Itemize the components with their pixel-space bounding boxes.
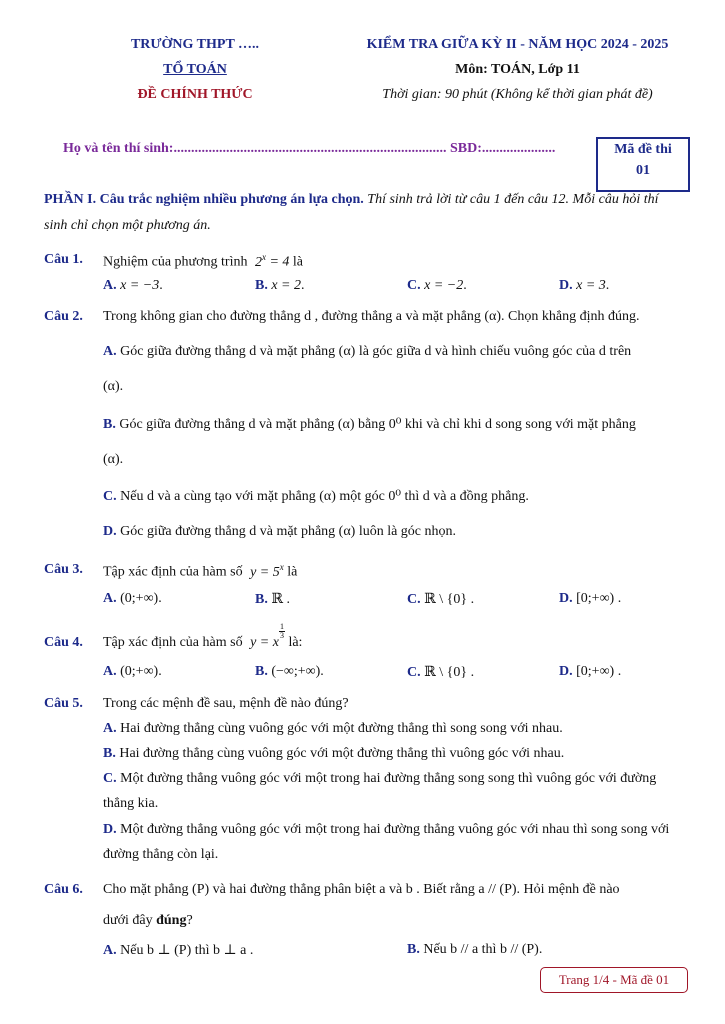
part1-instruction: Thí sinh trả lời từ câu 1 đến câu 12. Mỗi câu hỏi thí (367, 192, 659, 207)
question-5-text: Trong các mệnh đề sau, mệnh đề nào đúng? (103, 696, 349, 711)
option-c-cont: thẳng kia. (103, 796, 159, 811)
exam-subject: Môn: TOÁN, Lớp 11 (455, 62, 580, 77)
exam-code-label: Mã đề thi (614, 142, 672, 157)
option-b[interactable]: B. ℝ . (255, 592, 290, 607)
option-d[interactable]: D. Góc giữa đường thẳng d và mặt phẳng (α) luôn là góc nhọn. (103, 524, 457, 539)
question-2-text: Trong không gian cho đường thẳng d , đường thẳng a và mặt phẳng (α). Chọn khẳng định đúng. (103, 309, 640, 324)
option-c[interactable]: C. x = −2. (407, 278, 467, 293)
option-a[interactable]: A. Góc giữa đường thẳng d và mặt phẳng (α) là góc giữa d và hình chiếu vuông góc của d trên (103, 344, 632, 359)
option-b[interactable]: B. Nếu b // a thì b // (P). (407, 942, 543, 957)
option-d-cont: đường thẳng còn lại. (103, 847, 219, 862)
page-number: Trang 1/4 - Mã đề 01 (558, 972, 670, 987)
question-4-text: Tập xác định của hàm số y = x $\frac{1}{3}$ là: (103, 622, 303, 650)
option-b[interactable]: B. Góc giữa đường thẳng d và mặt phẳng (α) bằng 0⁰ khi và chỉ khi d song song với mặt phẳng (103, 417, 636, 432)
exam-code-box (596, 137, 690, 192)
part1-heading (44, 192, 659, 208)
option-a[interactable]: A. Nếu b ⊥ (P) thì b ⊥ a . (103, 943, 254, 958)
option-c[interactable]: C. Một đường thẳng vuông góc với một trong hai đường thẳng song song thì vuông góc với đường (103, 771, 657, 786)
option-d[interactable]: D. [0;+∞) . (559, 664, 622, 679)
candidate-info-line: Họ và tên thí sinh:.............................................................................. SBD:..................... (63, 141, 556, 156)
page-footer (540, 967, 688, 993)
question-1-text: Nghiệm của phương trình 2$^x$ = 4 là (103, 252, 304, 270)
question-number: Câu 5. (44, 696, 83, 711)
official-label: ĐỀ CHÍNH THỨC (137, 87, 253, 102)
department: TỔ TOÁN (163, 62, 227, 77)
question-number: Câu 4. (44, 635, 83, 650)
exponent-fraction: $\frac{1}{3}$ (279, 622, 284, 640)
question-3-text: Tập xác định của hàm số $y = 5^x$ là (103, 562, 298, 580)
option-d[interactable]: D. [0;+∞) . (559, 591, 622, 606)
option-d[interactable]: D. Một đường thẳng vuông góc với một trong hai đường thẳng vuông góc với nhau thì song song với (103, 822, 670, 837)
question-number: Câu 3. (44, 562, 83, 577)
exam-code-value: 01 (636, 163, 650, 178)
question-6-text-cont: dưới đây đúng? (103, 913, 193, 928)
option-b[interactable]: B. x = 2. (255, 278, 305, 293)
option-a-cont: (α). (103, 379, 124, 394)
part1-instruction-cont: sinh chỉ chọn một phương án. (44, 218, 211, 233)
option-a[interactable]: A. (0;+∞). (103, 664, 162, 679)
school-name: TRƯỜNG THPT ….. (130, 37, 260, 52)
option-d[interactable]: D. x = 3. (559, 278, 610, 293)
option-b-cont: (α). (103, 452, 124, 467)
question-6-text: Cho mặt phẳng (P) và hai đường thẳng phân biệt a và b . Biết rằng a // (P). Hỏi mệnh đề nào (103, 882, 620, 897)
exam-title: KIỂM TRA GIỮA KỲ II - NĂM HỌC 2024 - 2025 (366, 37, 669, 52)
option-a[interactable]: A. Hai đường thẳng cùng vuông góc với một đường thẳng thì song song với nhau. (103, 721, 563, 736)
option-c[interactable]: C. Nếu d và a cùng tạo với mặt phẳng (α) một góc 0⁰ thì d và a đồng phẳng. (103, 489, 529, 504)
part1-title: PHẦN I. Câu trắc nghiệm nhiều phương án lựa chọn. (44, 192, 364, 207)
option-b[interactable]: B. (−∞;+∞). (255, 664, 324, 679)
question-number: Câu 2. (44, 309, 83, 324)
question-number: Câu 6. (44, 882, 83, 897)
option-c[interactable]: C. ℝ \ {0} . (407, 665, 475, 680)
question-number: Câu 1. (44, 252, 83, 267)
option-b[interactable]: B. Hai đường thẳng cùng vuông góc với một đường thẳng thì vuông góc với nhau. (103, 746, 565, 761)
option-a[interactable]: A. (0;+∞). (103, 591, 162, 606)
option-c[interactable]: C. ℝ \ {0} . (407, 592, 475, 607)
exam-time: Thời gian: 90 phút (Không kể thời gian phát đề) (382, 87, 653, 102)
option-a[interactable]: A. x = −3. (103, 278, 163, 293)
